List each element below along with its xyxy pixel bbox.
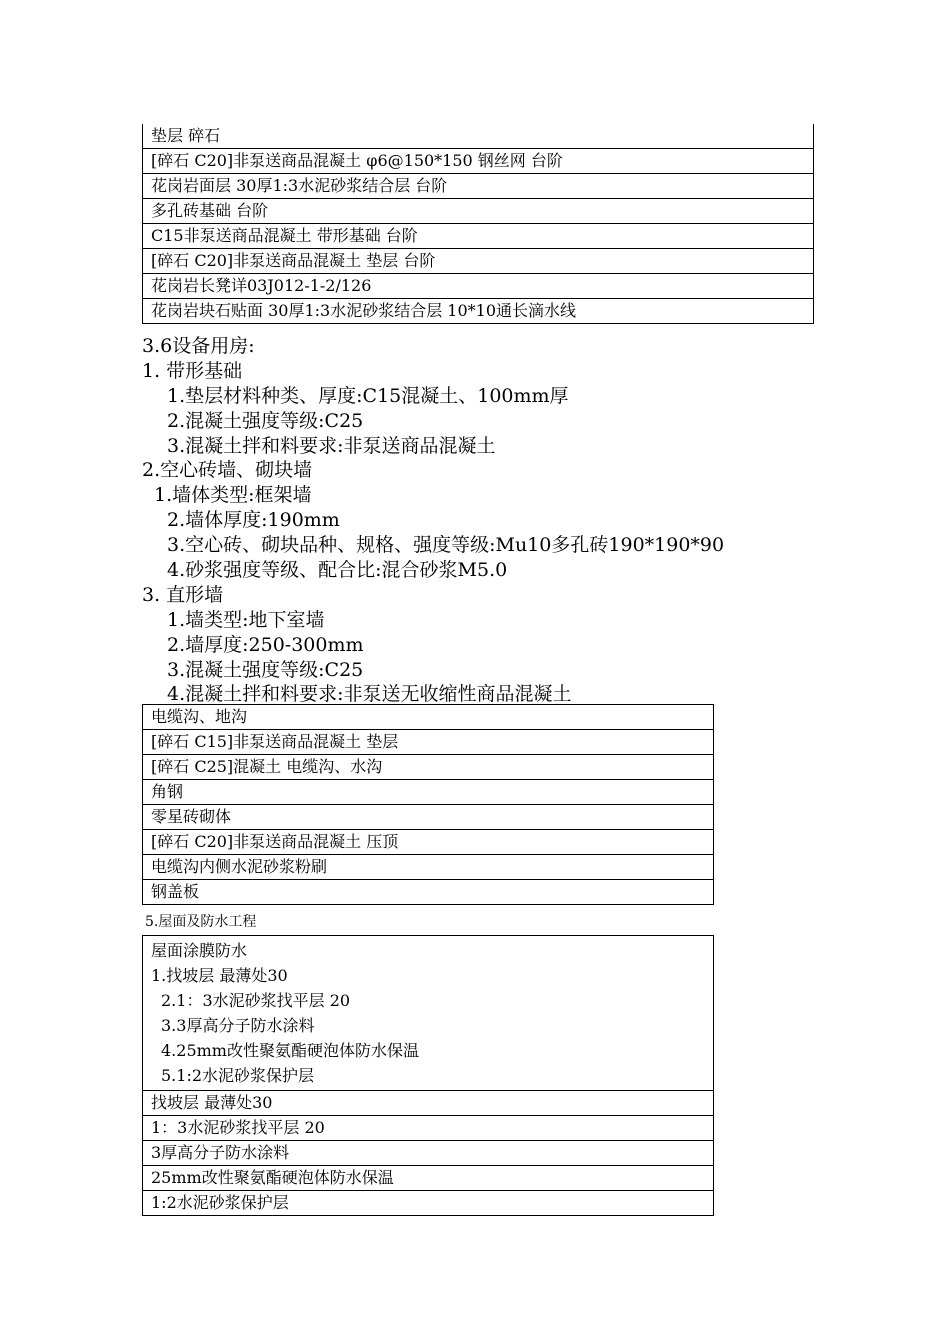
table-row <box>143 755 714 780</box>
table-cell: [碎石 C25]混凝土 电缆沟、水沟 <box>143 755 714 780</box>
outline-line: 3.6设备用房: <box>142 335 255 357</box>
table-row <box>143 1166 714 1191</box>
table-roof <box>142 935 714 1216</box>
table-cell: [碎石 C20]非泵送商品混凝土 垫层 台阶 <box>143 249 814 274</box>
table-cable-trench <box>142 704 714 905</box>
table-row <box>143 199 814 224</box>
table-cell: [碎石 C15]非泵送商品混凝土 垫层 <box>143 730 714 755</box>
table-row <box>143 149 814 174</box>
table-row <box>143 936 714 1091</box>
table-row <box>143 805 714 830</box>
roof-spec-cell <box>143 936 714 1091</box>
table-cell: [碎石 C20]非泵送商品混凝土 压顶 <box>143 830 714 855</box>
outline-line: 4.混凝土拌和料要求:非泵送无收缩性商品混凝土 <box>167 683 572 706</box>
table-row <box>143 124 814 149</box>
table-cell: 花岗岩面层 30厚1:3水泥砂浆结合层 台阶 <box>143 174 814 199</box>
table-row <box>143 730 714 755</box>
table-cell: 多孔砖基础 台阶 <box>143 199 814 224</box>
table-cell: 3厚高分子防水涂料 <box>143 1141 714 1166</box>
table-row <box>143 1091 714 1116</box>
table-cell: 零星砖砌体 <box>143 805 714 830</box>
table-row <box>143 224 814 249</box>
equipment-room-outline <box>142 334 842 707</box>
table-cell: [碎石 C20]非泵送商品混凝土 φ6@150*150 钢丝网 台阶 <box>143 149 814 174</box>
outline-line: 3.空心砖、砌块品种、规格、强度等级:Mu10多孔砖190*190*90 <box>167 534 725 557</box>
section-title-roof-waterproof: 5.屋面及防水工程 <box>145 914 257 930</box>
outline-line: 2.墙体厚度:190mm <box>167 509 340 532</box>
table-cell: 找坡层 最薄处30 <box>143 1091 714 1116</box>
outline-line: 4.砂浆强度等级、配合比:混合砂浆M5.0 <box>167 559 508 582</box>
table-cell: 1：3水泥砂浆找平层 20 <box>143 1116 714 1141</box>
table-row <box>143 174 814 199</box>
roof-spec-line: 4.25mm改性聚氨酯硬泡体防水保温 <box>161 1041 419 1060</box>
table-cell: 25mm改性聚氨酯硬泡体防水保温 <box>143 1166 714 1191</box>
table-cell: 电缆沟内侧水泥砂浆粉刷 <box>143 855 714 880</box>
outline-line: 1.墙体类型:框架墙 <box>154 484 312 507</box>
table-cell: 钢盖板 <box>143 880 714 905</box>
table-cell: C15非泵送商品混凝土 带形基础 台阶 <box>143 224 814 249</box>
table-row <box>143 880 714 905</box>
table-row <box>143 299 814 324</box>
table-row <box>143 1116 714 1141</box>
roof-spec-line: 2.1：3水泥砂浆找平层 20 <box>161 991 351 1010</box>
table-row <box>143 855 714 880</box>
table-row <box>143 705 714 730</box>
table-row <box>143 249 814 274</box>
table-row <box>143 274 814 299</box>
outline-line: 2.混凝土强度等级:C25 <box>167 409 364 432</box>
table-cell: 1:2水泥砂浆保护层 <box>143 1191 714 1216</box>
outline-line: 1.垫层材料种类、厚度:C15混凝土、100mm厚 <box>167 384 569 407</box>
outline-line: 3. 直形墙 <box>142 583 224 606</box>
outline-line: 2.空心砖墙、砌块墙 <box>142 459 313 482</box>
table-cell: 垫层 碎石 <box>143 124 814 149</box>
table-cell: 电缆沟、地沟 <box>143 705 714 730</box>
table-row <box>143 1141 714 1166</box>
table-row <box>143 1191 714 1216</box>
roof-spec-line: 3.3厚高分子防水涂料 <box>161 1016 315 1035</box>
outline-line: 3.混凝土强度等级:C25 <box>167 658 364 681</box>
roof-spec-line: 屋面涂膜防水 <box>151 941 248 960</box>
outline-line: 1. 带形基础 <box>142 359 243 382</box>
table-cell: 花岗岩块石贴面 30厚1:3水泥砂浆结合层 10*10通长滴水线 <box>143 299 814 324</box>
table-row <box>143 780 714 805</box>
roof-spec-line: 5.1:2水泥砂浆保护层 <box>161 1066 315 1085</box>
table-top <box>142 124 814 324</box>
table-cell: 角钢 <box>143 780 714 805</box>
roof-spec-line: 1.找坡层 最薄处30 <box>151 966 288 985</box>
outline-line: 3.混凝土拌和料要求:非泵送商品混凝土 <box>167 434 496 457</box>
table-row <box>143 830 714 855</box>
table-cell: 花岗岩长凳详03J012-1-2/126 <box>143 274 814 299</box>
outline-line: 1.墙类型:地下室墙 <box>167 608 325 631</box>
outline-line: 2.墙厚度:250-300mm <box>167 633 364 656</box>
